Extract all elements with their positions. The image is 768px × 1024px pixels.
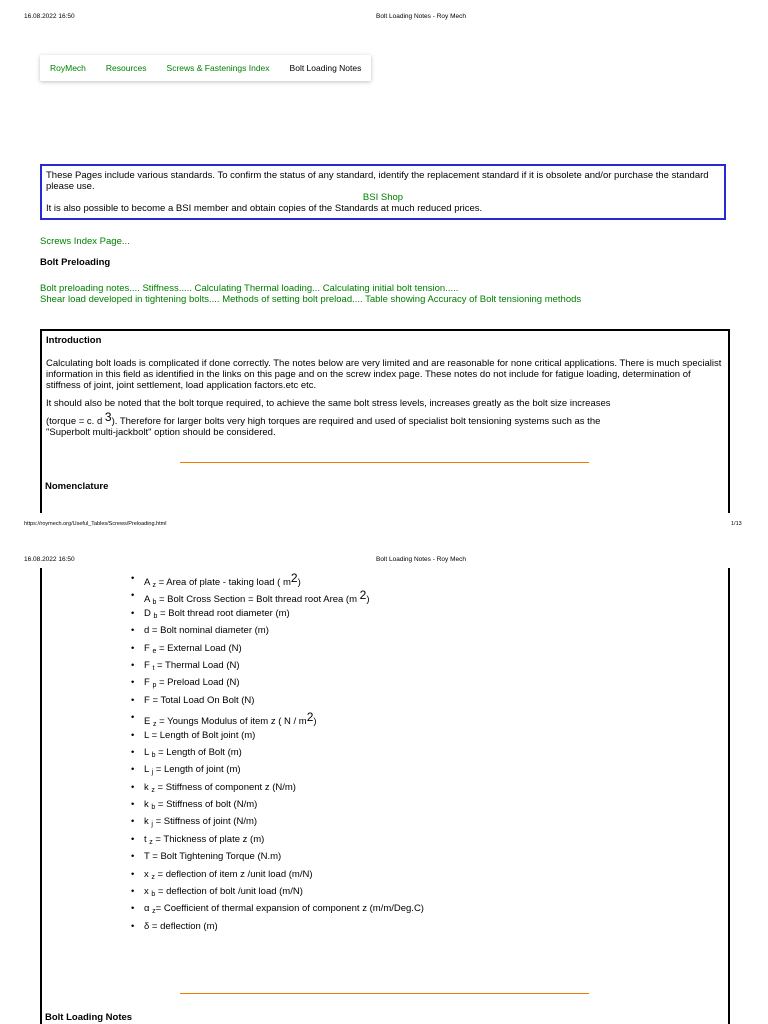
nomenclature-description: = Coefficient of thermal expansion of component z (m/m/Deg.C) [155, 903, 424, 915]
nomenclature-description: = deflection of item z /unit load (m/N) [154, 868, 313, 880]
nomenclature-description: = Area of plate - taking load ( m [155, 577, 291, 588]
nomenclature-item [131, 866, 424, 883]
nomenclature-symbol: A [144, 594, 150, 606]
nomenclature-symbol: k [144, 781, 149, 793]
print-url: https://roymech.org/Useful_Tables/Screws/Preloading.html [24, 521, 167, 527]
nomenclature-subscript: b [153, 612, 158, 620]
print-page-number: 1/13 [731, 521, 742, 527]
nomenclature-symbol: L [144, 746, 149, 758]
nomenclature-symbol: δ [144, 920, 150, 932]
nomenclature-symbol: F [144, 659, 150, 671]
section-title: Bolt Preloading [40, 257, 111, 268]
nomenclature-item [131, 883, 424, 900]
nomenclature-description: = Bolt Cross Section = Bolt thread root Area (m [156, 594, 360, 606]
nomenclature-subscript: z [152, 582, 156, 589]
nomenclature-description: = Youngs Modulus of item z ( N / m [156, 716, 307, 728]
section-links-line1[interactable]: Bolt preloading notes.... Stiffness..... Calculating Thermal loading... Calculating initial bolt tension..... [40, 283, 459, 294]
nomenclature-description: = Length of joint (m) [153, 764, 241, 776]
nomenclature-subscript: b [151, 804, 156, 812]
nomenclature-tail: ) [366, 594, 370, 606]
nomenclature-description: = Preload Load (N) [156, 677, 240, 689]
nomenclature-symbol: d [144, 625, 150, 637]
torque-formula-exponent: 3 [104, 410, 112, 424]
nomenclature-superscript: 2 [359, 588, 367, 603]
nomenclature-description: = Stiffness of joint (N/m) [152, 816, 258, 828]
nomenclature-superscript: 2 [290, 571, 298, 585]
nomenclature-item [131, 796, 424, 813]
nomenclature-symbol: x [144, 886, 149, 898]
section-divider-2 [180, 993, 589, 994]
nomenclature-item [131, 657, 424, 674]
introduction-para2b [46, 412, 724, 427]
nomenclature-description: = Length of Bolt joint (m) [148, 729, 256, 741]
nomenclature-item [131, 709, 424, 729]
nomenclature-subscript: e [152, 647, 157, 655]
screws-index-link[interactable]: Screws Index Page... [40, 236, 130, 247]
introduction-para1: Calculating bolt loads is complicated if done correctly. The notes below are very limited and are reasonable for none critical applications. There is much specialist information in this field as identified in the links on this page and on the screw index page. These notes do not include for fatigue loading, determination of stiffness of joint, joint settlement, load application factors.etc etc. [46, 358, 722, 391]
nomenclature-item [131, 727, 424, 744]
nomenclature-symbol: x [144, 868, 149, 880]
nomenclature-symbol: α [144, 903, 150, 915]
breadcrumb [40, 55, 371, 81]
section-links-line2[interactable]: Shear load developed in tightening bolts.... Methods of setting bolt preload.... Table showing Accuracy of Bolt tensioning methods [40, 294, 582, 305]
nomenclature-symbol: F [144, 677, 150, 689]
nomenclature-description: = deflection of bolt /unit load (m/N) [155, 886, 303, 898]
breadcrumb-current: Bolt Loading Notes [289, 63, 362, 73]
breadcrumb-resources[interactable]: Resources [105, 63, 147, 73]
breadcrumb-screws-index[interactable]: Screws & Fastenings Index [166, 63, 270, 73]
nomenclature-item [131, 831, 424, 848]
print-title: Bolt Loading Notes - Roy Mech [376, 13, 466, 20]
bolt-loading-heading: Bolt Loading Notes [45, 1012, 133, 1023]
nomenclature-item [131, 587, 424, 607]
nomenclature-subscript: z [152, 721, 157, 729]
nomenclature-subscript: z [149, 838, 153, 846]
nomenclature-subscript: z [151, 873, 155, 881]
introduction-para2a: It should also be noted that the bolt torque required, to achieve the same bolt stress levels, increases greatly as the bolt size increases [46, 398, 611, 409]
nomenclature-subscript: j [151, 821, 153, 829]
nomenclature-symbol: F [144, 642, 150, 654]
nomenclature-item [131, 761, 424, 778]
print-datetime-page2: 16.08.2022 16:50 [24, 556, 75, 563]
nomenclature-symbol: L [144, 764, 149, 776]
nomenclature-symbol: k [144, 799, 149, 811]
print-datetime: 16.08.2022 16:50 [24, 13, 75, 20]
nomenclature-tail: ) [297, 577, 301, 588]
nomenclature-description: = External Load (N) [156, 642, 242, 654]
nomenclature-symbol: F [144, 694, 150, 706]
nomenclature-description: = Bolt thread root diameter (m) [157, 607, 290, 619]
nomenclature-symbol: E [144, 716, 151, 728]
introduction-box [40, 329, 730, 513]
nomenclature-description: = deflection (m) [149, 920, 218, 932]
nomenclature-item [131, 848, 424, 865]
nomenclature-tail: ) [313, 716, 317, 728]
nomenclature-symbol: T [144, 851, 150, 863]
nomenclature-description: = Stiffness of component z (N/m) [154, 781, 296, 793]
nomenclature-subscript: b [152, 599, 157, 607]
nomenclature-item [131, 674, 424, 691]
nomenclature-item [131, 918, 424, 935]
nomenclature-superscript: 2 [306, 710, 314, 725]
nomenclature-item [131, 570, 424, 587]
breadcrumb-royMech[interactable]: RoyMech [50, 63, 86, 73]
torque-formula-suffix: ). Therefore for larger bolts very high torques are required and used of specialist bolt tensioning systems such as the [111, 416, 601, 427]
nomenclature-description: = Length of Bolt (m) [155, 746, 242, 758]
nomenclature-item [131, 640, 424, 657]
nomenclature-item [131, 813, 424, 830]
nomenclature-description: = Stiffness of bolt (N/m) [155, 799, 258, 811]
nomenclature-subscript: z [151, 786, 155, 794]
nomenclature-subscript: t [152, 664, 155, 672]
nomenclature-subscript: b [151, 891, 156, 899]
nomenclature-item [131, 779, 424, 796]
nomenclature-symbol: L [144, 729, 149, 741]
nomenclature-symbol: t [144, 833, 147, 845]
bsi-shop-link[interactable]: BSI Shop [362, 192, 404, 203]
nomenclature-symbol: A [144, 577, 150, 588]
section-divider [180, 462, 589, 463]
nomenclature-symbol: D [144, 607, 151, 619]
nomenclature-symbol: k [144, 816, 149, 828]
bsi-member-text: It is also possible to become a BSI member and obtain copies of the Standards at much reduced prices. [46, 203, 483, 214]
nomenclature-description: = Thermal Load (N) [154, 659, 240, 671]
print-title-page2: Bolt Loading Notes - Roy Mech [376, 556, 466, 563]
nomenclature-heading: Nomenclature [45, 481, 109, 492]
torque-formula-prefix: (torque = c. d [46, 416, 105, 427]
introduction-heading: Introduction [46, 335, 102, 346]
nomenclature-subscript: j [151, 769, 154, 777]
nomenclature-description: = Bolt Tightening Torque (N.m) [149, 851, 282, 863]
nomenclature-subscript: p [152, 682, 157, 690]
nomenclature-item [131, 744, 424, 761]
bsi-notice-box [40, 164, 726, 220]
nomenclature-description: = Total Load On Bolt (N) [149, 694, 255, 706]
nomenclature-item [131, 622, 424, 639]
nomenclature-item [131, 605, 424, 622]
nomenclature-item [131, 900, 424, 917]
nomenclature-list [131, 570, 424, 935]
nomenclature-subscript: b [151, 751, 156, 759]
nomenclature-description: = Bolt nominal diameter (m) [149, 625, 269, 637]
nomenclature-subscript: z [152, 908, 156, 916]
nomenclature-description: = Thickness of plate z (m) [152, 833, 265, 845]
introduction-para2c: "Superbolt multi-jackbolt" option should be considered. [46, 427, 276, 438]
bsi-notice-text: These Pages include various standards. To confirm the status of any standard, identify the replacement standard if it is obsolete and/or purchase the standard please use. [46, 170, 709, 192]
nomenclature-item [131, 692, 424, 709]
